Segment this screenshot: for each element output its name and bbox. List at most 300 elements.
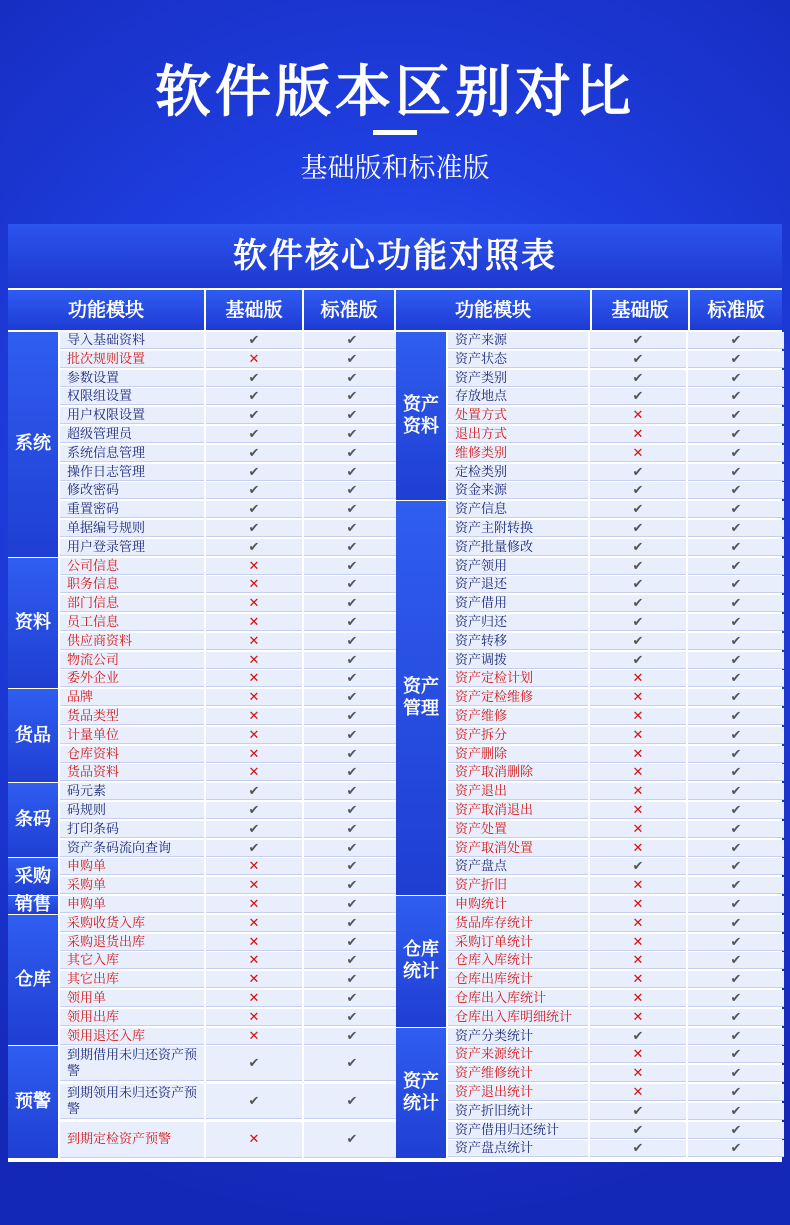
feature-row (448, 708, 784, 725)
check-icon-standard-version-mark: ✔ (304, 520, 400, 537)
feature-name: 资产调拨 (448, 652, 588, 669)
feature-name: 导入基础资料 (60, 332, 204, 349)
check-icon-basic-version-mark: ✔ (206, 332, 302, 349)
feature-name: 采购单 (60, 877, 204, 894)
feature-row (448, 1140, 784, 1157)
feature-name: 用户权限设置 (60, 407, 204, 424)
check-icon-basic-version-mark: ✔ (590, 1122, 686, 1139)
feature-row (60, 934, 400, 951)
feature-name: 存放地点 (448, 388, 588, 405)
check-icon-standard-version-mark: ✔ (304, 952, 400, 969)
group-label-text: 仓库统计 (403, 939, 439, 983)
check-icon-standard-version-mark: ✔ (688, 614, 784, 631)
check-icon-standard-version-mark: ✔ (688, 689, 784, 706)
feature-row (448, 482, 784, 499)
feature-row (60, 764, 400, 781)
feature-name: 其它入库 (60, 952, 204, 969)
feature-name: 用户登录管理 (60, 539, 204, 556)
feature-name: 仓库出库统计 (448, 971, 588, 988)
feature-row (60, 614, 400, 631)
check-icon-basic-version-mark: ✔ (590, 614, 686, 631)
cross-icon-basic-version-mark: ✕ (206, 1122, 302, 1158)
group-label (8, 858, 58, 895)
cross-icon-basic-version-mark: ✕ (590, 727, 686, 744)
feature-name: 物流公司 (60, 652, 204, 669)
cross-icon-basic-version-mark: ✕ (590, 426, 686, 443)
check-icon-standard-version-mark: ✔ (304, 858, 400, 875)
feature-name: 资产删除 (448, 746, 588, 763)
check-icon-standard-version-mark: ✔ (304, 407, 400, 424)
check-icon-standard-version-mark: ✔ (304, 896, 400, 913)
check-icon-standard-version-mark: ✔ (688, 1065, 784, 1082)
check-icon-standard-version-mark: ✔ (688, 539, 784, 556)
feature-row (448, 351, 784, 368)
feature-row (60, 1084, 400, 1117)
feature-row (448, 558, 784, 575)
check-icon-standard-version-mark: ✔ (688, 840, 784, 857)
check-icon-standard-version-mark: ✔ (304, 746, 400, 763)
cross-icon-basic-version-mark: ✕ (206, 971, 302, 988)
feature-name: 资产取消删除 (448, 764, 588, 781)
check-icon-standard-version-mark: ✔ (304, 426, 400, 443)
check-icon-basic-version-mark: ✔ (206, 370, 302, 387)
check-icon-standard-version-mark: ✔ (304, 877, 400, 894)
check-icon-standard-version-mark: ✔ (688, 407, 784, 424)
feature-row (448, 802, 784, 819)
cross-icon-basic-version-mark: ✕ (590, 689, 686, 706)
check-icon-basic-version-mark: ✔ (590, 595, 686, 612)
cross-icon-basic-version-mark: ✕ (590, 708, 686, 725)
feature-row (448, 858, 784, 875)
check-icon-standard-version-mark: ✔ (688, 388, 784, 405)
feature-name: 职务信息 (60, 576, 204, 593)
feature-row (60, 952, 400, 969)
feature-name: 仓库入库统计 (448, 952, 588, 969)
feature-row (60, 633, 400, 650)
feature-row (448, 896, 784, 913)
check-icon-standard-version-mark: ✔ (688, 821, 784, 838)
group-label (396, 1028, 446, 1159)
feature-name: 参数设置 (60, 370, 204, 387)
cross-icon-basic-version-mark: ✕ (590, 1046, 686, 1063)
feature-row (448, 1046, 784, 1063)
header-basic-right: 基础版 (592, 290, 688, 330)
check-icon-standard-version-mark: ✔ (304, 614, 400, 631)
check-icon-basic-version-mark: ✔ (590, 501, 686, 518)
group-label (8, 1046, 58, 1158)
feature-name: 资产定检维修 (448, 689, 588, 706)
group-label-text: 销售 (15, 893, 51, 915)
feature-row (60, 407, 400, 424)
feature-name: 系统信息管理 (60, 445, 204, 462)
check-icon-standard-version-mark: ✔ (688, 877, 784, 894)
group-label (8, 893, 58, 915)
check-icon-standard-version-mark: ✔ (304, 708, 400, 725)
check-icon-standard-version-mark: ✔ (688, 332, 784, 349)
feature-name: 批次规则设置 (60, 351, 204, 368)
feature-name: 资产批量修改 (448, 539, 588, 556)
feature-row (60, 520, 400, 537)
cross-icon-basic-version-mark: ✕ (590, 952, 686, 969)
cross-icon-basic-version-mark: ✕ (206, 1009, 302, 1026)
check-icon-standard-version-mark: ✔ (304, 558, 400, 575)
feature-name: 仓库出入库明细统计 (448, 1009, 588, 1026)
group-label (8, 689, 58, 782)
check-icon-standard-version-mark: ✔ (304, 501, 400, 518)
check-icon-standard-version-mark: ✔ (688, 1046, 784, 1063)
feature-row (60, 482, 400, 499)
cross-icon-basic-version-mark: ✕ (590, 764, 686, 781)
feature-row (60, 1046, 400, 1080)
check-icon-standard-version-mark: ✔ (304, 727, 400, 744)
cross-icon-basic-version-mark: ✕ (206, 990, 302, 1007)
check-icon-basic-version-mark: ✔ (206, 482, 302, 499)
check-icon-standard-version-mark: ✔ (304, 1046, 400, 1081)
page-title: 软件版本区别对比 (155, 60, 635, 125)
check-icon-standard-version-mark: ✔ (688, 934, 784, 951)
check-icon-standard-version-mark: ✔ (304, 482, 400, 499)
cross-icon-basic-version-mark: ✕ (590, 783, 686, 800)
feature-row (60, 990, 400, 1007)
feature-name: 资产定检计划 (448, 670, 588, 687)
feature-name: 资产拆分 (448, 727, 588, 744)
feature-row (448, 689, 784, 706)
check-icon-basic-version-mark: ✔ (206, 464, 302, 481)
group-label-text: 系统 (15, 433, 51, 455)
feature-row (60, 971, 400, 988)
feature-name: 资产退出 (448, 783, 588, 800)
feature-row (60, 464, 400, 481)
feature-name: 申购单 (60, 858, 204, 875)
feature-name: 资产转移 (448, 633, 588, 650)
cross-icon-basic-version-mark: ✕ (590, 877, 686, 894)
cross-icon-basic-version-mark: ✕ (590, 896, 686, 913)
cross-icon-basic-version-mark: ✕ (590, 802, 686, 819)
feature-name: 申购统计 (448, 896, 588, 913)
feature-row (448, 445, 784, 462)
feature-name: 资产条码流向查询 (60, 840, 204, 857)
check-icon-standard-version-mark: ✔ (304, 764, 400, 781)
check-icon-standard-version-mark: ✔ (688, 1009, 784, 1026)
check-icon-basic-version-mark: ✔ (590, 539, 686, 556)
feature-name: 资产取消处置 (448, 840, 588, 857)
feature-name: 资产类别 (448, 370, 588, 387)
feature-row (60, 1009, 400, 1026)
check-icon-basic-version-mark: ✔ (206, 520, 302, 537)
feature-name: 领用单 (60, 990, 204, 1007)
feature-row (448, 1122, 784, 1139)
group-label-text: 条码 (15, 809, 51, 831)
cross-icon-basic-version-mark: ✕ (206, 670, 302, 687)
feature-row (60, 670, 400, 687)
feature-name: 修改密码 (60, 482, 204, 499)
check-icon-basic-version-mark: ✔ (206, 501, 302, 518)
feature-row (60, 877, 400, 894)
group-label-text: 资产统计 (403, 1070, 439, 1114)
feature-name: 码规则 (60, 802, 204, 819)
check-icon-standard-version-mark: ✔ (304, 670, 400, 687)
feature-name: 其它出库 (60, 971, 204, 988)
feature-row (448, 520, 784, 537)
group-label-text: 预警 (15, 1091, 51, 1113)
header-basic-left: 基础版 (206, 290, 302, 330)
cross-icon-basic-version-mark: ✕ (590, 1009, 686, 1026)
feature-name: 资产退还 (448, 576, 588, 593)
feature-row (448, 614, 784, 631)
cross-icon-basic-version-mark: ✕ (590, 1065, 686, 1082)
feature-name: 委外企业 (60, 670, 204, 687)
feature-name: 部门信息 (60, 595, 204, 612)
group-label-text: 资产管理 (403, 676, 439, 720)
cross-icon-basic-version-mark: ✕ (206, 764, 302, 781)
check-icon-standard-version-mark: ✔ (304, 821, 400, 838)
check-icon-standard-version-mark: ✔ (304, 370, 400, 387)
check-icon-standard-version-mark: ✔ (304, 1028, 400, 1045)
cross-icon-basic-version-mark: ✕ (206, 633, 302, 650)
feature-name: 资产分类统计 (448, 1028, 588, 1045)
cross-icon-basic-version-mark: ✕ (590, 1084, 686, 1101)
group-label-text: 仓库 (15, 969, 51, 991)
feature-row (60, 858, 400, 875)
feature-row (60, 1122, 400, 1147)
feature-row (448, 652, 784, 669)
header-module-right: 功能模块 (396, 290, 590, 330)
feature-name: 品牌 (60, 689, 204, 706)
feature-name: 资产主附转换 (448, 520, 588, 537)
cross-icon-basic-version-mark: ✕ (206, 934, 302, 951)
check-icon-standard-version-mark: ✔ (304, 689, 400, 706)
feature-row (448, 990, 784, 1007)
feature-name: 资金来源 (448, 482, 588, 499)
check-icon-standard-version-mark: ✔ (688, 952, 784, 969)
feature-row (60, 539, 400, 556)
check-icon-standard-version-mark: ✔ (688, 652, 784, 669)
feature-row (448, 1103, 784, 1120)
feature-name: 资产借用 (448, 595, 588, 612)
page-subtitle: 基础版和标准版 (300, 153, 490, 184)
group-label-text: 资料 (15, 611, 51, 633)
cross-icon-basic-version-mark: ✕ (206, 746, 302, 763)
cross-icon-basic-version-mark: ✕ (206, 952, 302, 969)
feature-row (448, 464, 784, 481)
feature-row (448, 501, 784, 518)
check-icon-standard-version-mark: ✔ (688, 520, 784, 537)
check-icon-basic-version-mark: ✔ (206, 1046, 302, 1081)
feature-name: 操作日志管理 (60, 464, 204, 481)
feature-row (448, 595, 784, 612)
feature-name: 资产盘点统计 (448, 1140, 588, 1157)
feature-name: 公司信息 (60, 558, 204, 575)
check-icon-standard-version-mark: ✔ (688, 896, 784, 913)
check-icon-standard-version-mark: ✔ (688, 727, 784, 744)
check-icon-basic-version-mark: ✔ (206, 1084, 302, 1119)
check-icon-standard-version-mark: ✔ (304, 633, 400, 650)
feature-name: 资产维修 (448, 708, 588, 725)
check-icon-standard-version-mark: ✔ (304, 652, 400, 669)
feature-row (60, 708, 400, 725)
check-icon-standard-version-mark: ✔ (688, 915, 784, 932)
check-icon-standard-version-mark: ✔ (304, 464, 400, 481)
feature-row (448, 1009, 784, 1026)
group-label (8, 915, 58, 1046)
check-icon-standard-version-mark: ✔ (688, 445, 784, 462)
check-icon-standard-version-mark: ✔ (304, 840, 400, 857)
feature-name: 资产来源统计 (448, 1046, 588, 1063)
feature-row (448, 426, 784, 443)
check-icon-basic-version-mark: ✔ (206, 445, 302, 462)
cross-icon-basic-version-mark: ✕ (590, 746, 686, 763)
check-icon-basic-version-mark: ✔ (590, 351, 686, 368)
group-label (396, 896, 446, 1027)
check-icon-standard-version-mark: ✔ (688, 464, 784, 481)
feature-row (448, 633, 784, 650)
check-icon-standard-version-mark: ✔ (304, 1122, 400, 1158)
check-icon-standard-version-mark: ✔ (304, 332, 400, 349)
check-icon-basic-version-mark: ✔ (590, 633, 686, 650)
feature-row (60, 821, 400, 838)
feature-name: 采购退货出库 (60, 934, 204, 951)
feature-row (60, 388, 400, 405)
comparison-table (8, 224, 782, 1162)
feature-row (448, 840, 784, 857)
feature-row (60, 351, 400, 368)
header-standard-left: 标准版 (304, 290, 394, 330)
feature-name: 打印条码 (60, 821, 204, 838)
check-icon-basic-version-mark: ✔ (590, 370, 686, 387)
feature-row (448, 1065, 784, 1082)
feature-name: 资产状态 (448, 351, 588, 368)
check-icon-standard-version-mark: ✔ (304, 576, 400, 593)
feature-row (448, 1028, 784, 1045)
feature-row (60, 558, 400, 575)
feature-name: 领用出库 (60, 1009, 204, 1026)
feature-row (448, 388, 784, 405)
feature-name: 到期领用未归还资产预警 (60, 1084, 204, 1119)
feature-row (60, 746, 400, 763)
check-icon-standard-version-mark: ✔ (688, 1140, 784, 1157)
check-icon-basic-version-mark: ✔ (590, 332, 686, 349)
check-icon-standard-version-mark: ✔ (688, 426, 784, 443)
check-icon-basic-version-mark: ✔ (206, 539, 302, 556)
feature-row (60, 445, 400, 462)
check-icon-basic-version-mark: ✔ (206, 783, 302, 800)
feature-name: 退出方式 (448, 426, 588, 443)
check-icon-standard-version-mark: ✔ (688, 633, 784, 650)
group-label (396, 501, 446, 895)
cross-icon-basic-version-mark: ✕ (206, 652, 302, 669)
feature-row (448, 821, 784, 838)
feature-row (448, 1084, 784, 1101)
check-icon-basic-version-mark: ✔ (206, 426, 302, 443)
cross-icon-basic-version-mark: ✕ (590, 840, 686, 857)
feature-row (60, 426, 400, 443)
check-icon-standard-version-mark: ✔ (688, 670, 784, 687)
feature-row (448, 670, 784, 687)
check-icon-basic-version-mark: ✔ (590, 558, 686, 575)
cross-icon-basic-version-mark: ✕ (206, 595, 302, 612)
feature-name: 采购收货入库 (60, 915, 204, 932)
feature-name: 处置方式 (448, 407, 588, 424)
check-icon-standard-version-mark: ✔ (304, 445, 400, 462)
check-icon-standard-version-mark: ✔ (688, 971, 784, 988)
feature-row (448, 877, 784, 894)
check-icon-basic-version-mark: ✔ (590, 1028, 686, 1045)
check-icon-standard-version-mark: ✔ (688, 990, 784, 1007)
feature-row (448, 370, 784, 387)
header-standard-right: 标准版 (690, 290, 782, 330)
feature-name: 申购单 (60, 896, 204, 913)
check-icon-standard-version-mark: ✔ (688, 764, 784, 781)
feature-row (448, 783, 784, 800)
check-icon-standard-version-mark: ✔ (304, 595, 400, 612)
feature-row (60, 576, 400, 593)
feature-name: 资产折旧统计 (448, 1103, 588, 1120)
feature-name: 资产盘点 (448, 858, 588, 875)
feature-row (448, 332, 784, 349)
cross-icon-basic-version-mark: ✕ (206, 1028, 302, 1045)
cross-icon-basic-version-mark: ✕ (206, 351, 302, 368)
feature-row (60, 370, 400, 387)
cross-icon-basic-version-mark: ✕ (206, 858, 302, 875)
check-icon-basic-version-mark: ✔ (206, 802, 302, 819)
check-icon-standard-version-mark: ✔ (688, 1103, 784, 1120)
check-icon-standard-version-mark: ✔ (688, 558, 784, 575)
group-label (8, 783, 58, 857)
feature-name: 货品资料 (60, 764, 204, 781)
group-label-text: 采购 (15, 865, 51, 887)
cross-icon-basic-version-mark: ✕ (206, 915, 302, 932)
feature-row (60, 840, 400, 857)
feature-name: 货品库存统计 (448, 915, 588, 932)
feature-name: 码元素 (60, 783, 204, 800)
feature-name: 员工信息 (60, 614, 204, 631)
check-icon-standard-version-mark: ✔ (688, 858, 784, 875)
feature-row (448, 764, 784, 781)
feature-row (448, 727, 784, 744)
feature-row (448, 746, 784, 763)
check-icon-standard-version-mark: ✔ (304, 971, 400, 988)
cross-icon-basic-version-mark: ✕ (590, 445, 686, 462)
feature-row (60, 1028, 400, 1045)
check-icon-standard-version-mark: ✔ (688, 351, 784, 368)
check-icon-standard-version-mark: ✔ (304, 990, 400, 1007)
cross-icon-basic-version-mark: ✕ (590, 407, 686, 424)
check-icon-standard-version-mark: ✔ (688, 783, 784, 800)
feature-name: 资产信息 (448, 501, 588, 518)
check-icon-basic-version-mark: ✔ (590, 1103, 686, 1120)
feature-name: 资产处置 (448, 821, 588, 838)
feature-name: 单据编号规则 (60, 520, 204, 537)
check-icon-standard-version-mark: ✔ (688, 576, 784, 593)
check-icon-standard-version-mark: ✔ (688, 746, 784, 763)
feature-name: 资产来源 (448, 332, 588, 349)
feature-name: 到期借用未归还资产预警 (60, 1046, 204, 1081)
cross-icon-basic-version-mark: ✕ (590, 821, 686, 838)
cross-icon-basic-version-mark: ✕ (206, 558, 302, 575)
check-icon-standard-version-mark: ✔ (688, 708, 784, 725)
check-icon-basic-version-mark: ✔ (590, 576, 686, 593)
feature-name: 资产维修统计 (448, 1065, 588, 1082)
feature-name: 定检类别 (448, 464, 588, 481)
feature-name: 到期定检资产预警 (60, 1122, 204, 1158)
feature-row (448, 952, 784, 969)
feature-name: 资产领用 (448, 558, 588, 575)
check-icon-standard-version-mark: ✔ (304, 388, 400, 405)
check-icon-basic-version-mark: ✔ (590, 482, 686, 499)
check-icon-standard-version-mark: ✔ (304, 1084, 400, 1119)
cross-icon-basic-version-mark: ✕ (206, 614, 302, 631)
feature-row (60, 915, 400, 932)
